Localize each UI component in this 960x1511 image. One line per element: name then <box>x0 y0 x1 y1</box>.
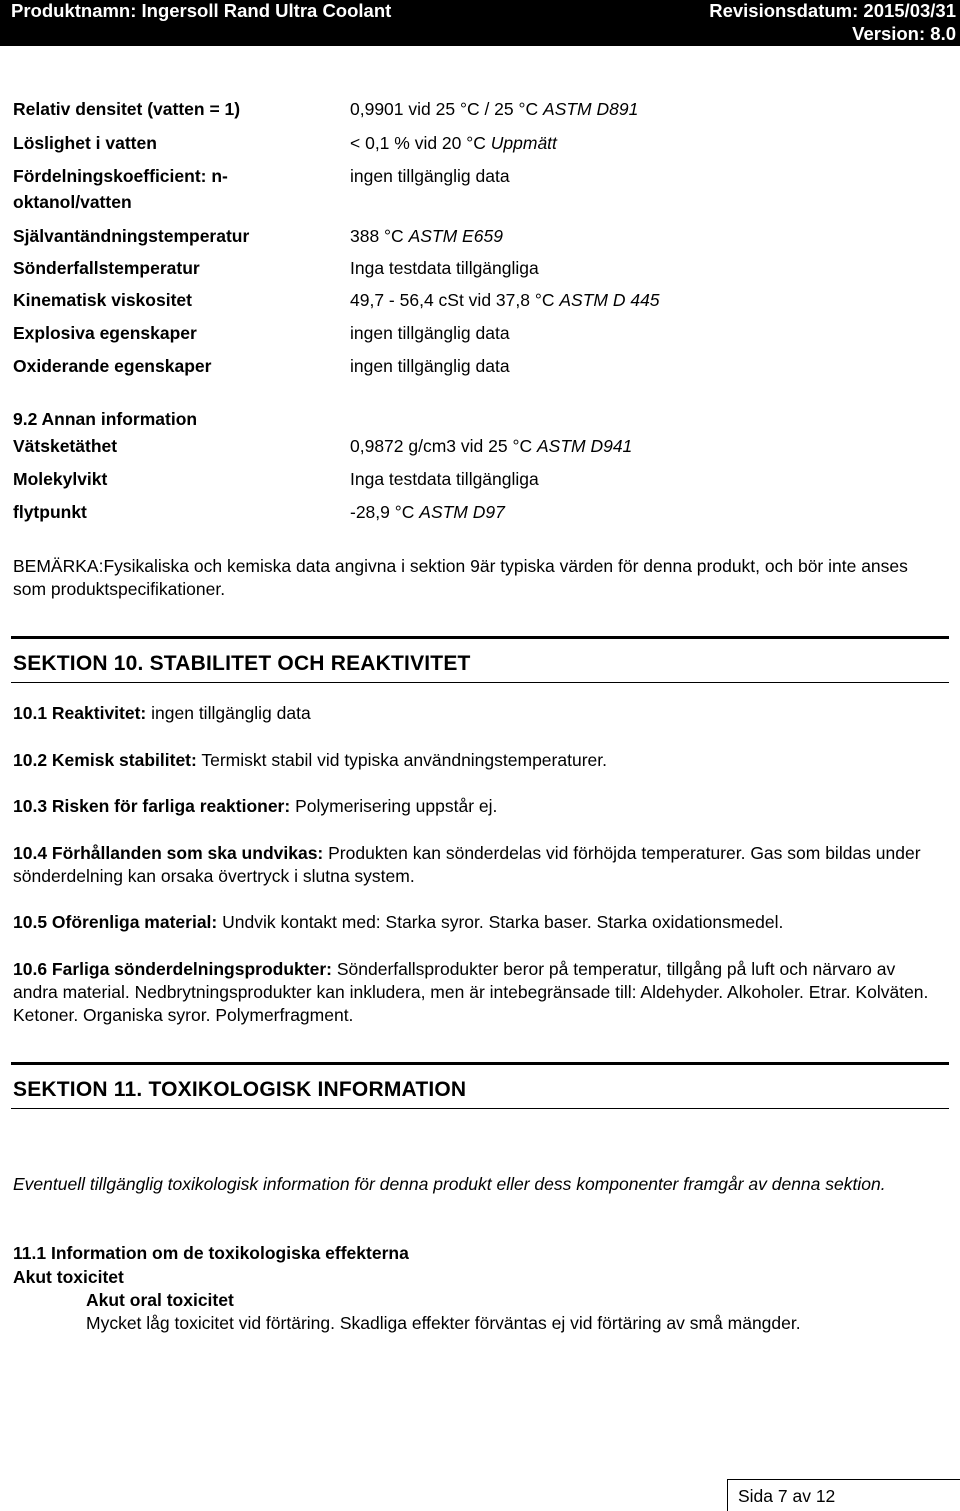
property-value: ingen tillgänglig data <box>350 166 510 186</box>
oral-toxicity-text: Mycket låg toxicitet vid förtäring. Skadliga effekter förväntas ej vid förtäring av små mängder. <box>86 1313 801 1333</box>
oral-toxicity-heading: Akut oral toxicitet <box>86 1290 234 1310</box>
property-label: Löslighet i vatten <box>13 133 157 153</box>
property-value: Inga testdata tillgängliga <box>350 469 539 489</box>
section-10-item: 10.1 Reaktivitet: ingen tillgänglig data <box>13 703 311 723</box>
page-number: Sida 7 av 12 <box>738 1486 836 1506</box>
property-label: Molekylvikt <box>13 469 108 489</box>
property-label: Kinematisk viskositet <box>13 290 192 310</box>
section-10-item: 10.4 Förhållanden som ska undvikas: Produkten kan sönderdelas vid förhöjda temperaturer. Gas som bildas under sönderdelning kan orsaka övertryck i slutna system. <box>13 843 921 886</box>
property-label: Vätsketäthet <box>13 436 118 456</box>
subsection-heading: 11.1 Information om de toxikologiska effekterna <box>13 1243 409 1263</box>
property-label-cont: oktanol/vatten <box>13 192 132 212</box>
revision-date: Revisionsdatum: 2015/03/31 <box>709 0 956 21</box>
section-10-item: 10.6 Farliga sönderdelningsprodukter: Sönderfallsprodukter beror på temperatur, tillgång på luft och närvaro av andra material. Nedbrytningsprodukter kan inkludera, men är intebegränsade till: Aldehyder. Alkoholer. Etrar. Kolväten. Ketoner. Organiska syror. Polymerfragment. <box>13 959 929 1025</box>
section-10-item: 10.2 Kemisk stabilitet: Termiskt stabil vid typiska användningstemperaturer. <box>13 750 607 770</box>
page-footer <box>727 1479 960 1511</box>
section-10-item: 10.3 Risken för farliga reaktioner: Polymerisering uppstår ej. <box>13 796 498 816</box>
property-value: ingen tillgänglig data <box>350 323 510 343</box>
other-info-heading: 9.2 Annan information <box>13 409 198 429</box>
page-header <box>0 0 960 46</box>
property-label: Fördelningskoefficient: n- <box>13 166 228 186</box>
section-11-intro: Eventuell tillgänglig toxikologisk information för denna produkt eller dess komponenter framgår av denna sektion. <box>13 1174 886 1194</box>
property-value: ingen tillgänglig data <box>350 356 510 376</box>
remark-note: BEMÄRKA:Fysikaliska och kemiska data angivna i sektion 9är typiska värden för denna produkt, och bör inte anses som produktspecifikationer. <box>13 556 908 599</box>
property-label: Oxiderande egenskaper <box>13 356 212 376</box>
section-divider <box>11 682 949 683</box>
property-label: Självantändningstemperatur <box>13 226 250 246</box>
product-name: Produktnamn: Ingersoll Rand Ultra Coolant <box>11 0 392 21</box>
property-value: 0,9872 g/cm3 vid 25 °C ASTM D941 <box>350 436 633 456</box>
section-10-title: SEKTION 10. STABILITET OCH REAKTIVITET <box>13 652 471 675</box>
property-label: Relativ densitet (vatten = 1) <box>13 99 241 119</box>
acute-toxicity-heading: Akut toxicitet <box>13 1267 124 1287</box>
section-divider <box>11 1108 949 1109</box>
section-divider <box>11 636 949 639</box>
section-divider <box>11 1062 949 1065</box>
property-value: -28,9 °C ASTM D97 <box>350 502 505 522</box>
property-label: Sönderfallstemperatur <box>13 258 200 278</box>
version-label: Version: 8.0 <box>852 23 956 44</box>
property-value: Inga testdata tillgängliga <box>350 258 539 278</box>
property-label: flytpunkt <box>13 502 87 522</box>
section-11-title: SEKTION 11. TOXIKOLOGISK INFORMATION <box>13 1078 467 1101</box>
property-value: 388 °C ASTM E659 <box>350 226 503 246</box>
property-value: < 0,1 % vid 20 °C Uppmätt <box>350 133 557 153</box>
property-value: 0,9901 vid 25 °C / 25 °C ASTM D891 <box>350 99 639 119</box>
section-10-item: 10.5 Oförenliga material: Undvik kontakt med: Starka syror. Starka baser. Starka oxidationsmedel. <box>13 912 784 932</box>
property-value: 49,7 - 56,4 cSt vid 37,8 °C ASTM D 445 <box>350 290 660 310</box>
property-label: Explosiva egenskaper <box>13 323 197 343</box>
